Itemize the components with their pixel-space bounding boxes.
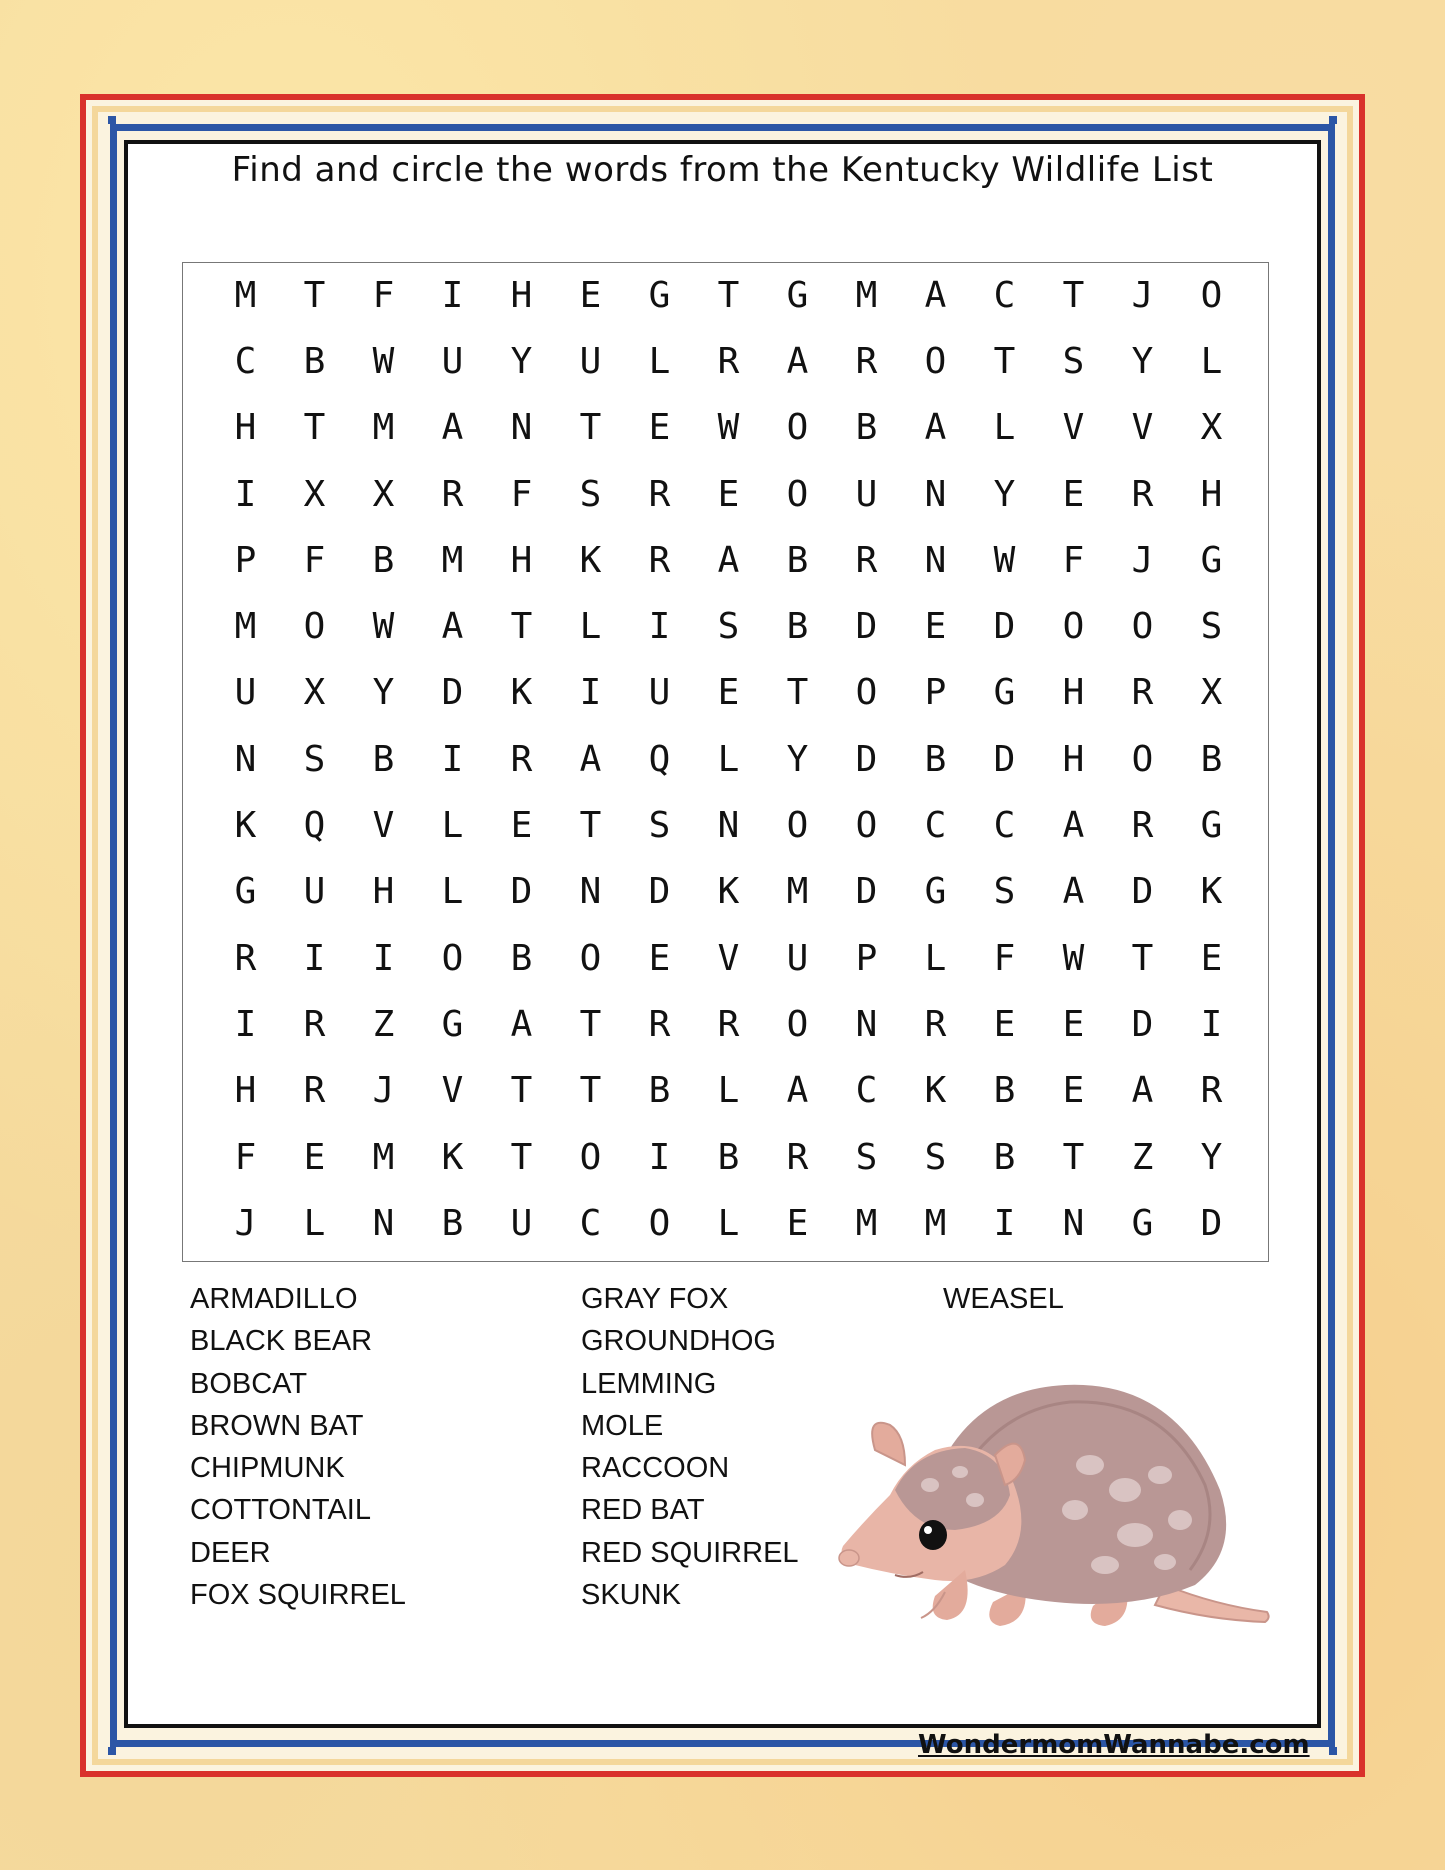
grid-letter: C (579, 1202, 602, 1244)
grid-letter: D (1131, 1003, 1154, 1045)
grid-letter: N (510, 407, 533, 449)
grid-letter: C (993, 805, 1016, 847)
grid-letter: Q (303, 805, 326, 847)
grid-letter: T (717, 274, 740, 316)
grid-letter: I (648, 606, 671, 648)
grid-letter: J (234, 1202, 257, 1244)
grid-letter: A (786, 1070, 809, 1112)
grid-letter: T (993, 340, 1016, 382)
grid-letter: H (234, 407, 257, 449)
grid-letter: L (441, 871, 464, 913)
grid-letter: L (924, 937, 947, 979)
grid-letter: D (1131, 871, 1154, 913)
grid-letter: W (372, 606, 395, 648)
grid-letter: I (579, 672, 602, 714)
grid-letter: T (579, 1070, 602, 1112)
corner-ornament (108, 1747, 116, 1755)
grid-letter: M (924, 1202, 947, 1244)
grid-letter: H (1062, 672, 1085, 714)
grid-letter: L (717, 1202, 740, 1244)
grid-letter: E (579, 274, 602, 316)
grid-letter: S (993, 871, 1016, 913)
grid-letter: O (648, 1202, 671, 1244)
grid-letter: X (372, 473, 395, 515)
grid-letter: R (234, 937, 257, 979)
grid-letter: C (924, 805, 947, 847)
grid-letter: I (648, 1136, 671, 1178)
grid-letter: G (648, 274, 671, 316)
grid-letter: X (1200, 672, 1223, 714)
grid-letter: B (855, 407, 878, 449)
grid-letter: L (717, 1070, 740, 1112)
grid-letter: W (993, 539, 1016, 581)
grid-letter: T (303, 407, 326, 449)
grid-letter: M (234, 274, 257, 316)
grid-letter: T (510, 1136, 533, 1178)
grid-letter: R (648, 1003, 671, 1045)
grid-letter: G (1200, 805, 1223, 847)
grid-letter: J (1131, 539, 1154, 581)
grid-letter: C (234, 340, 257, 382)
grid-letter: I (234, 1003, 257, 1045)
grid-letter: H (1200, 473, 1223, 515)
grid-letter: O (786, 407, 809, 449)
grid-letter: Y (1131, 340, 1154, 382)
grid-letter: O (924, 340, 947, 382)
grid-letter: U (855, 473, 878, 515)
grid-letter: E (648, 937, 671, 979)
word-list-item: MOLE (581, 1409, 664, 1442)
grid-letter: D (441, 672, 464, 714)
word-list-item: CHIPMUNK (190, 1452, 345, 1485)
grid-letter: M (372, 1136, 395, 1178)
grid-letter: T (579, 1003, 602, 1045)
grid-letter: A (924, 274, 947, 316)
grid-letter: A (510, 1003, 533, 1045)
word-list-item: LEMMING (581, 1367, 717, 1400)
grid-letter: E (924, 606, 947, 648)
grid-letter: S (303, 738, 326, 780)
grid-letter: G (786, 274, 809, 316)
grid-letter: M (372, 407, 395, 449)
grid-letter: A (579, 738, 602, 780)
corner-ornament (1329, 1747, 1337, 1755)
grid-letter: T (579, 407, 602, 449)
grid-letter: B (786, 539, 809, 581)
grid-letter: A (1062, 805, 1085, 847)
armadillo-illustration (835, 1380, 1275, 1640)
word-list-item: RED BAT (581, 1494, 705, 1527)
grid-letter: G (234, 871, 257, 913)
word-list-item: ARMADILLO (190, 1283, 358, 1315)
grid-letter: O (579, 1136, 602, 1178)
grid-letter: D (648, 871, 671, 913)
grid-letter: E (648, 407, 671, 449)
grid-letter: Z (372, 1003, 395, 1045)
grid-letter: S (579, 473, 602, 515)
grid-letter: M (234, 606, 257, 648)
word-list-item: BOBCAT (190, 1367, 308, 1400)
grid-letter: D (510, 871, 533, 913)
grid-letter: P (234, 539, 257, 581)
grid-letter: E (1200, 937, 1223, 979)
grid-letter: W (717, 407, 740, 449)
grid-letter: N (855, 1003, 878, 1045)
grid-letter: D (993, 606, 1016, 648)
grid-letter: N (579, 871, 602, 913)
grid-letter: F (993, 937, 1016, 979)
grid-letter: Y (510, 340, 533, 382)
grid-letter: O (303, 606, 326, 648)
grid-letter: I (441, 738, 464, 780)
grid-letter: N (924, 539, 947, 581)
grid-letter: B (993, 1070, 1016, 1112)
grid-letter: T (510, 1070, 533, 1112)
grid-letter: G (441, 1003, 464, 1045)
grid-letter: R (1131, 805, 1154, 847)
word-list-item: FOX SQUIRREL (190, 1579, 406, 1612)
grid-letter: H (510, 539, 533, 581)
grid-letter: B (993, 1136, 1016, 1178)
grid-letter: U (510, 1202, 533, 1244)
grid-letter: M (441, 539, 464, 581)
grid-letter: N (234, 738, 257, 780)
grid-letter: Y (372, 672, 395, 714)
grid-letter: O (855, 672, 878, 714)
grid-letter: B (717, 1136, 740, 1178)
grid-letter: Y (993, 473, 1016, 515)
grid-letter: F (303, 539, 326, 581)
site-url[interactable]: WondermomWannabe.com (918, 1730, 1310, 1760)
grid-letter: D (855, 606, 878, 648)
grid-letter: C (993, 274, 1016, 316)
grid-letter: R (303, 1070, 326, 1112)
grid-letter: I (372, 937, 395, 979)
grid-letter: G (1131, 1202, 1154, 1244)
grid-letter: B (510, 937, 533, 979)
word-list-item: RED SQUIRREL (581, 1536, 799, 1569)
grid-letter: J (372, 1070, 395, 1112)
grid-letter: C (855, 1070, 878, 1112)
grid-letter: T (579, 805, 602, 847)
grid-letter: L (993, 407, 1016, 449)
grid-letter: V (1131, 407, 1154, 449)
grid-letter: A (1062, 871, 1085, 913)
word-list-item: COTTONTAIL (190, 1494, 371, 1527)
grid-letter: T (510, 606, 533, 648)
grid-letter: E (510, 805, 533, 847)
grid-letter: U (786, 937, 809, 979)
grid-letter: R (441, 473, 464, 515)
grid-letter: H (510, 274, 533, 316)
grid-letter: E (1062, 1003, 1085, 1045)
grid-letter: T (786, 672, 809, 714)
grid-letter: R (303, 1003, 326, 1045)
grid-letter: E (717, 672, 740, 714)
grid-letter: O (441, 937, 464, 979)
grid-letter: I (993, 1202, 1016, 1244)
word-list-column-1 (190, 1278, 406, 1616)
page-title: Find and circle the words from the Kentucky Wildlife List (231, 150, 1214, 190)
grid-letter: E (717, 473, 740, 515)
grid-letter: O (1131, 738, 1154, 780)
grid-letter: N (372, 1202, 395, 1244)
grid-letter: V (441, 1070, 464, 1112)
word-list-item: WEASEL (943, 1283, 1064, 1315)
corner-ornament (1329, 116, 1337, 124)
grid-letter: K (1200, 871, 1223, 913)
grid-letter: N (717, 805, 740, 847)
grid-letter: E (1062, 1070, 1085, 1112)
grid-letter: L (303, 1202, 326, 1244)
grid-letter: F (510, 473, 533, 515)
grid-letter: G (924, 871, 947, 913)
grid-letter: A (1131, 1070, 1154, 1112)
grid-letter: M (855, 274, 878, 316)
grid-letter: L (717, 738, 740, 780)
grid-letter: U (234, 672, 257, 714)
grid-letter: S (1200, 606, 1223, 648)
grid-letter: I (1200, 1003, 1223, 1045)
grid-letter: U (579, 340, 602, 382)
word-list-item: RACCOON (581, 1452, 730, 1485)
grid-letter: B (441, 1202, 464, 1244)
grid-letter: A (924, 407, 947, 449)
grid-letter: H (1062, 738, 1085, 780)
word-list-column-2 (581, 1278, 799, 1616)
grid-letter: O (786, 805, 809, 847)
grid-letter: F (1062, 539, 1085, 581)
grid-letter: O (786, 1003, 809, 1045)
grid-letter: N (924, 473, 947, 515)
grid-letter: A (786, 340, 809, 382)
grid-letter: G (993, 672, 1016, 714)
grid-letter: X (1200, 407, 1223, 449)
grid-letter: R (717, 340, 740, 382)
grid-letter: K (924, 1070, 947, 1112)
grid-letter: G (1200, 539, 1223, 581)
grid-letter: H (372, 871, 395, 913)
grid-letter: L (648, 340, 671, 382)
grid-letter: B (372, 738, 395, 780)
grid-letter: I (234, 473, 257, 515)
grid-letter: O (786, 473, 809, 515)
word-list-column-3 (943, 1278, 1064, 1320)
word-search-grid (211, 262, 1246, 1256)
grid-letter: M (786, 871, 809, 913)
grid-letter: S (855, 1136, 878, 1178)
word-list-item: GROUNDHOG (581, 1325, 776, 1358)
grid-letter: V (372, 805, 395, 847)
grid-letter: F (372, 274, 395, 316)
grid-letter: R (648, 539, 671, 581)
grid-letter: D (993, 738, 1016, 780)
word-list-item: GRAY FOX (581, 1283, 729, 1315)
grid-letter: T (1131, 937, 1154, 979)
word-list-item: BLACK BEAR (190, 1325, 373, 1358)
grid-letter: O (855, 805, 878, 847)
grid-letter: R (1131, 473, 1154, 515)
grid-letter: H (234, 1070, 257, 1112)
grid-letter: U (648, 672, 671, 714)
word-list-item: SKUNK (581, 1579, 681, 1612)
grid-letter: L (1200, 340, 1223, 382)
grid-letter: Q (648, 738, 671, 780)
grid-letter: B (924, 738, 947, 780)
grid-letter: S (648, 805, 671, 847)
grid-letter: M (855, 1202, 878, 1244)
grid-letter: B (648, 1070, 671, 1112)
grid-letter: D (855, 871, 878, 913)
grid-letter: U (441, 340, 464, 382)
grid-letter: P (924, 672, 947, 714)
grid-letter: Y (1200, 1136, 1223, 1178)
grid-letter: V (717, 937, 740, 979)
grid-letter: X (303, 672, 326, 714)
grid-letter: S (717, 606, 740, 648)
grid-letter: K (717, 871, 740, 913)
grid-letter: K (441, 1136, 464, 1178)
grid-letter: J (1131, 274, 1154, 316)
grid-letter: E (303, 1136, 326, 1178)
grid-letter: O (579, 937, 602, 979)
grid-letter: R (855, 340, 878, 382)
grid-letter: E (993, 1003, 1016, 1045)
corner-ornament (108, 116, 116, 124)
grid-letter: I (441, 274, 464, 316)
grid-letter: O (1200, 274, 1223, 316)
grid-letter: E (1062, 473, 1085, 515)
grid-letter: D (855, 738, 878, 780)
grid-letter: P (855, 937, 878, 979)
grid-letter: K (234, 805, 257, 847)
grid-letter: U (303, 871, 326, 913)
grid-letter: F (234, 1136, 257, 1178)
grid-letter: O (1062, 606, 1085, 648)
grid-letter: I (303, 937, 326, 979)
grid-letter: B (1200, 738, 1223, 780)
grid-letter: B (372, 539, 395, 581)
grid-letter: X (303, 473, 326, 515)
grid-letter: A (441, 407, 464, 449)
grid-letter: W (372, 340, 395, 382)
grid-letter: Y (786, 738, 809, 780)
grid-letter: R (717, 1003, 740, 1045)
word-list-item: DEER (190, 1536, 271, 1569)
grid-letter: K (510, 672, 533, 714)
grid-letter: S (924, 1136, 947, 1178)
grid-letter: T (1062, 1136, 1085, 1178)
grid-letter: B (786, 606, 809, 648)
grid-letter: R (786, 1136, 809, 1178)
grid-letter: R (510, 738, 533, 780)
grid-letter: A (717, 539, 740, 581)
grid-letter: O (1131, 606, 1154, 648)
grid-letter: R (648, 473, 671, 515)
word-list-item: BROWN BAT (190, 1409, 364, 1442)
grid-letter: R (1200, 1070, 1223, 1112)
grid-letter: T (1062, 274, 1085, 316)
grid-letter: L (441, 805, 464, 847)
grid-letter: W (1062, 937, 1085, 979)
grid-letter: A (441, 606, 464, 648)
grid-letter: Z (1131, 1136, 1154, 1178)
grid-letter: S (1062, 340, 1085, 382)
grid-letter: V (1062, 407, 1085, 449)
grid-letter: E (786, 1202, 809, 1244)
grid-letter: K (579, 539, 602, 581)
grid-letter: B (303, 340, 326, 382)
grid-letter: R (924, 1003, 947, 1045)
grid-letter: D (1200, 1202, 1223, 1244)
grid-letter: N (1062, 1202, 1085, 1244)
grid-letter: L (579, 606, 602, 648)
grid-letter: R (855, 539, 878, 581)
grid-letter: R (1131, 672, 1154, 714)
grid-letter: T (303, 274, 326, 316)
